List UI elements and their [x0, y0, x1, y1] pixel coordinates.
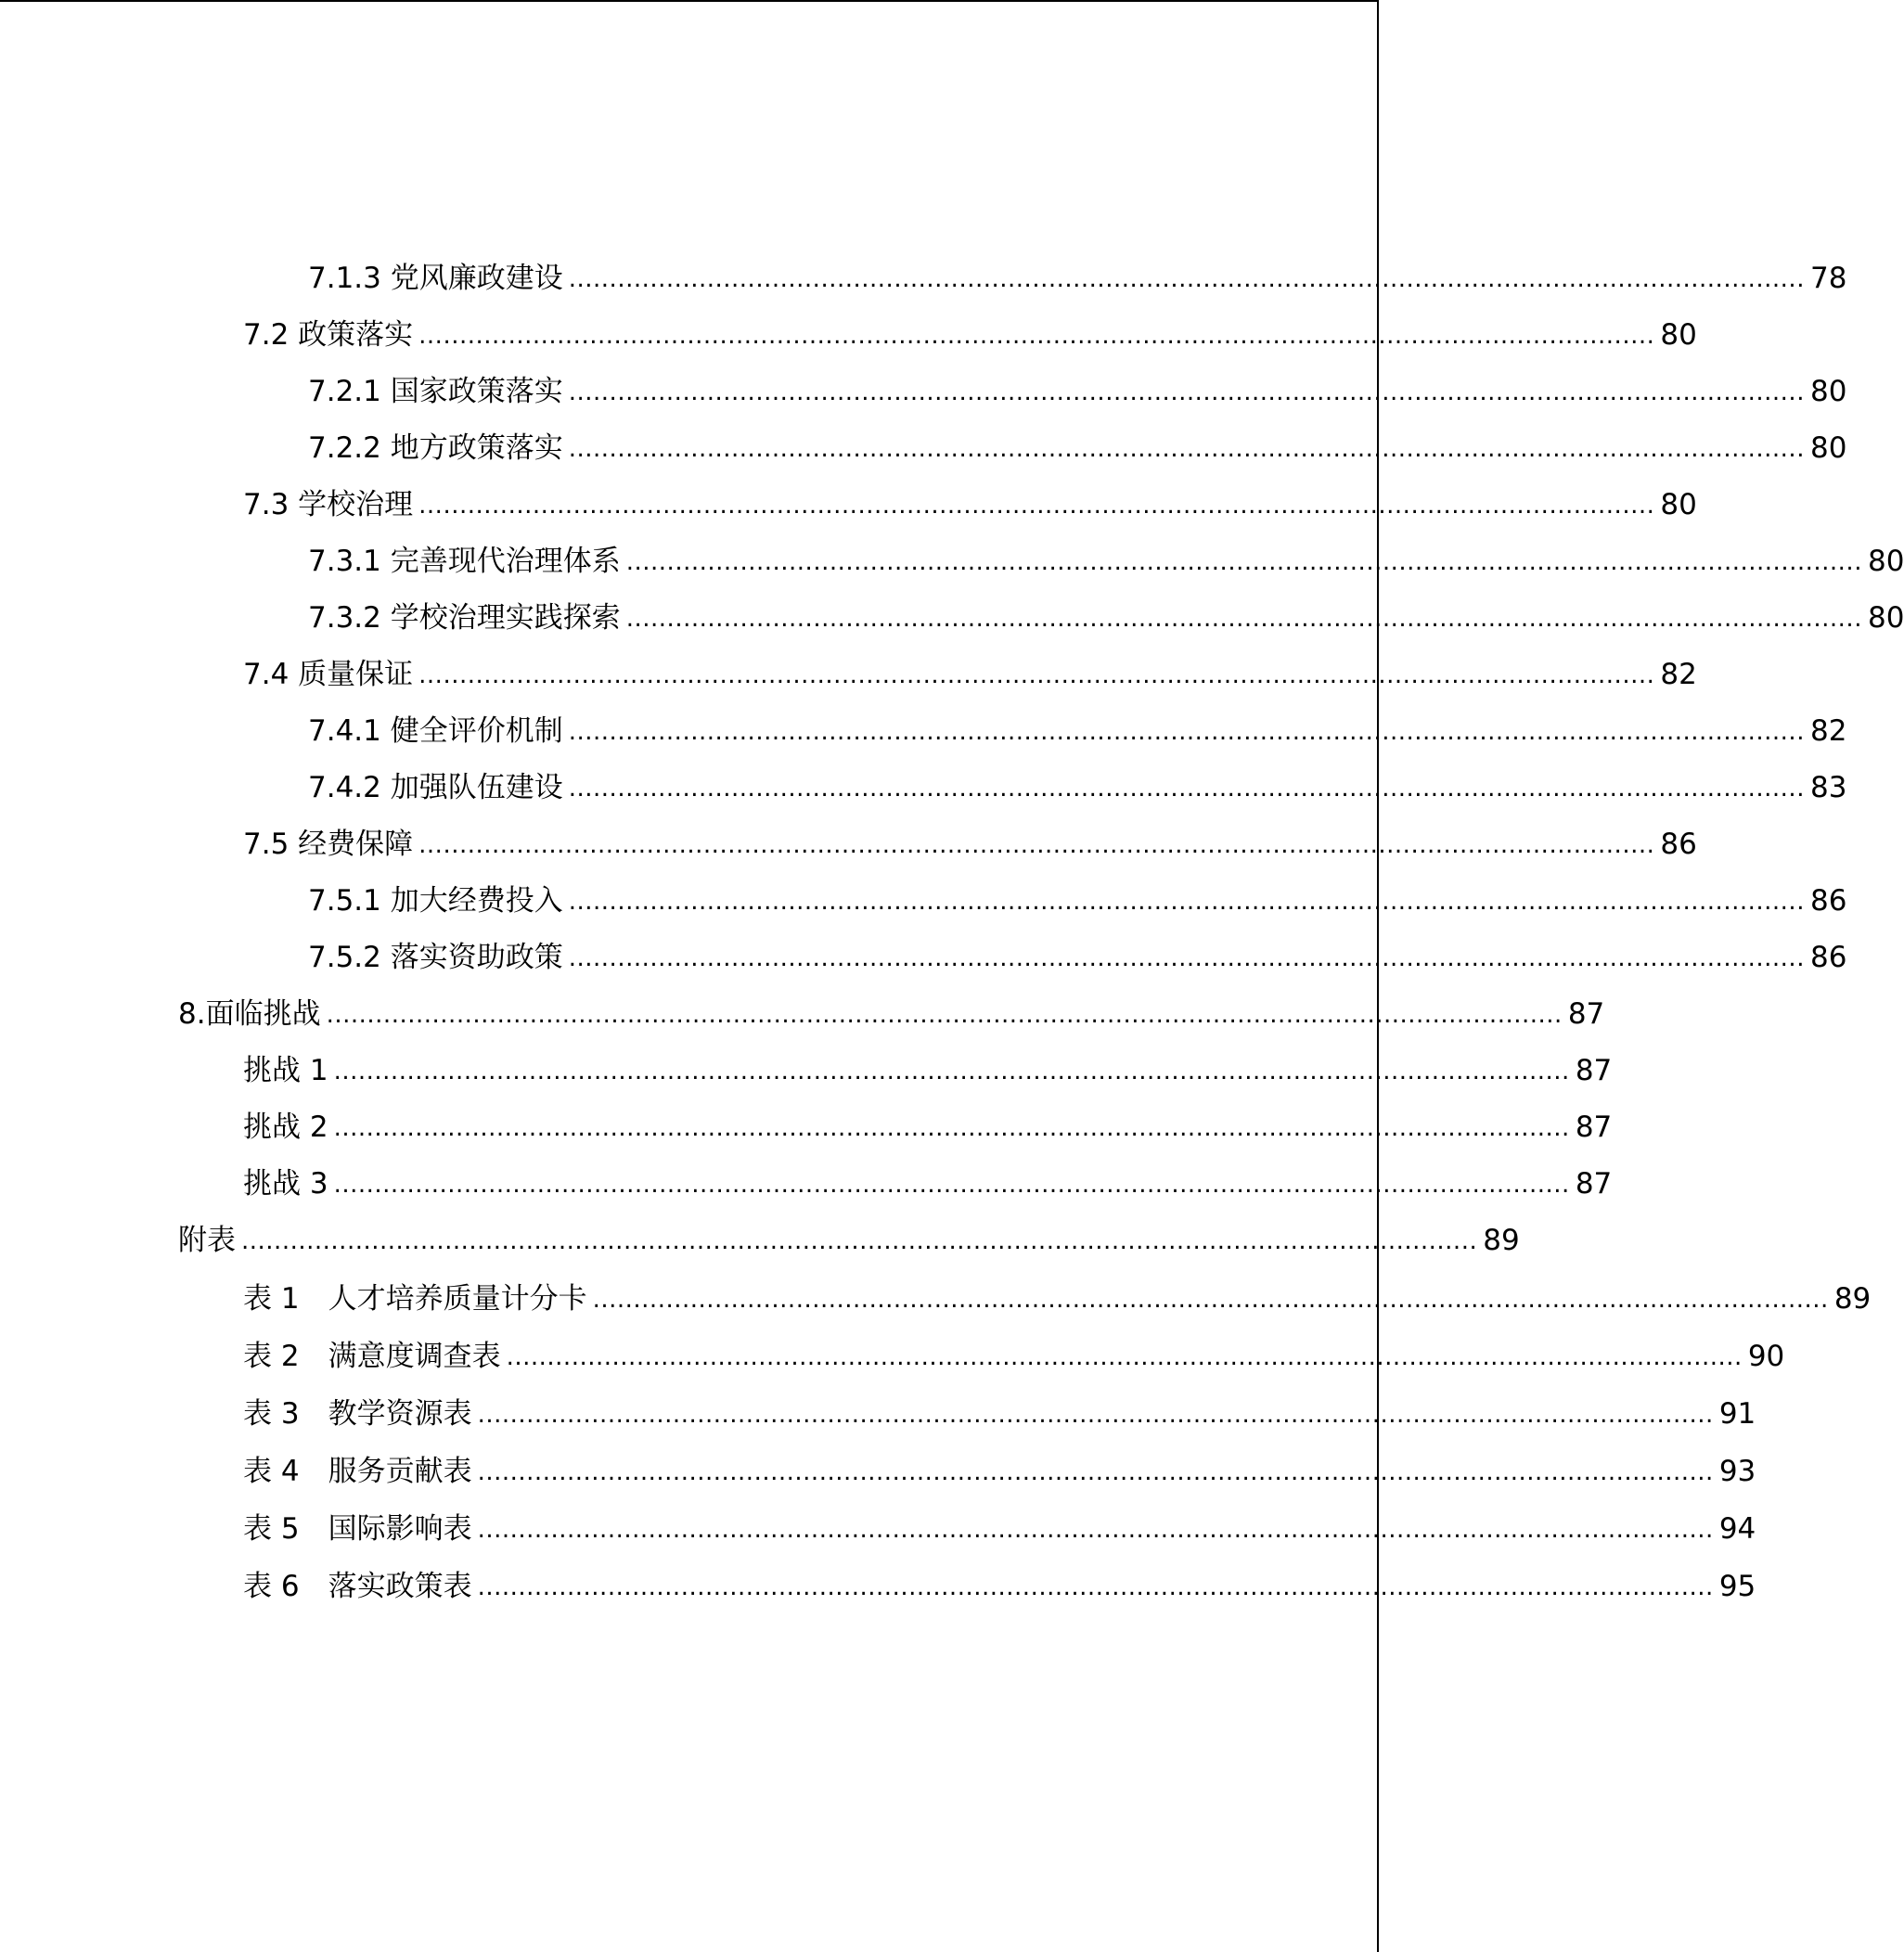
toc-entry-label: 7.3 学校治理: [243, 488, 414, 521]
toc-entry-label: 7.2 政策落实: [243, 318, 414, 352]
toc-entry[interactable]: [308, 930, 1847, 986]
toc-entry-page-number: 80: [1867, 545, 1904, 578]
toc-entry-page-number: 80: [1660, 488, 1697, 521]
toc-entry[interactable]: [308, 873, 1847, 930]
toc-entry-page-number: 80: [1809, 375, 1847, 408]
toc-dot-leader: ........................................................................................................................................................: [568, 944, 1805, 972]
toc-entry-label: 7.2.2 地方政策落实: [308, 431, 563, 465]
toc-dot-leader: ........................................................................................................................................................: [333, 1114, 1570, 1142]
toc-entry[interactable]: [243, 816, 1697, 873]
toc-entry[interactable]: [178, 1213, 1520, 1269]
toc-entry-label: 7.1.3 党风廉政建设: [308, 262, 563, 295]
toc-dot-leader: ........................................................................................................................................................: [625, 548, 1862, 576]
toc-entry[interactable]: [243, 1043, 1613, 1099]
toc-entry-page-number: 89: [1483, 1224, 1520, 1257]
toc-dot-leader: ........................................................................................................................................................: [418, 831, 1655, 859]
toc-entry-page-number: 87: [1575, 1111, 1613, 1144]
toc-entry-label: 表 3 教学资源表: [243, 1397, 472, 1431]
toc-entry[interactable]: [243, 1329, 1785, 1385]
toc-entry-label: 表 1 人才培养质量计分卡: [243, 1282, 587, 1316]
toc-entry-label: 8.面临挑战: [178, 997, 321, 1031]
toc-entry-label: 7.5 经费保障: [243, 828, 414, 861]
toc-dot-leader: ........................................................................................................................................................: [418, 322, 1655, 350]
toc-entry[interactable]: [308, 703, 1847, 760]
toc-entry[interactable]: [243, 1386, 1756, 1443]
toc-entry-page-number: 91: [1718, 1397, 1756, 1431]
toc-dot-leader: ........................................................................................................................................................: [477, 1516, 1714, 1544]
toc-entry[interactable]: [243, 1099, 1613, 1156]
toc-entry-page-number: 78: [1809, 262, 1847, 295]
toc-dot-leader: ........................................................................................................................................................: [326, 1001, 1563, 1029]
toc-entry-page-number: 86: [1660, 828, 1697, 861]
toc-entry-page-number: 80: [1660, 318, 1697, 352]
toc-dot-leader: ........................................................................................................................................................: [568, 265, 1805, 293]
toc-entry-page-number: 89: [1833, 1282, 1872, 1316]
toc-dot-leader: ........................................................................................................................................................: [418, 661, 1655, 689]
toc-entry-label: 表 6 落实政策表: [243, 1570, 472, 1603]
toc-entry-label: 7.4.1 健全评价机制: [308, 714, 563, 748]
toc-entry-page-number: 95: [1718, 1570, 1756, 1603]
toc-dot-leader: ........................................................................................................................................................: [333, 1171, 1570, 1199]
toc-entry[interactable]: [243, 477, 1697, 533]
toc-dot-leader: ........................................................................................................................................................: [506, 1343, 1743, 1371]
toc-entry-page-number: 80: [1809, 431, 1847, 465]
toc-entry-label: 7.4 质量保证: [243, 658, 414, 691]
toc-entry-label: 挑战 1: [243, 1054, 328, 1087]
toc-entry-label: 7.4.2 加强队伍建设: [308, 771, 563, 804]
toc-entry[interactable]: [308, 590, 1904, 647]
toc-entry[interactable]: [243, 1156, 1613, 1213]
toc-dot-leader: ........................................................................................................................................................: [333, 1058, 1570, 1085]
toc-entry[interactable]: [308, 250, 1847, 307]
toc-entry-label: 表 2 满意度调查表: [243, 1340, 501, 1373]
toc-entry-page-number: 82: [1660, 658, 1697, 691]
toc-entry-label: 7.3.1 完善现代治理体系: [308, 545, 621, 578]
toc-dot-leader: ........................................................................................................................................................: [592, 1286, 1829, 1314]
toc-entry-page-number: 86: [1809, 941, 1847, 974]
toc-entry-page-number: 87: [1575, 1054, 1613, 1087]
toc-dot-leader: ........................................................................................................................................................: [477, 1573, 1714, 1601]
toc-entry[interactable]: [243, 1271, 1872, 1328]
toc-entry-label: 7.3.2 学校治理实践探索: [308, 601, 621, 635]
toc-entry[interactable]: [243, 307, 1697, 364]
toc-entry[interactable]: [308, 533, 1904, 590]
toc-entry-page-number: 93: [1718, 1455, 1756, 1488]
toc-entry-label: 附表: [178, 1224, 236, 1257]
toc-entry[interactable]: [243, 1444, 1756, 1500]
toc-entry[interactable]: [178, 986, 1605, 1043]
toc-entry-label: 挑战 3: [243, 1167, 328, 1201]
toc-entry-page-number: 87: [1575, 1167, 1613, 1201]
toc-entry-page-number: 87: [1567, 997, 1605, 1031]
toc-entry-label: 7.5.1 加大经费投入: [308, 884, 563, 918]
toc-entry-label: 挑战 2: [243, 1111, 328, 1144]
toc-entry-page-number: 82: [1809, 714, 1847, 748]
toc-entry-label: 表 4 服务贡献表: [243, 1455, 472, 1488]
toc-dot-leader: ........................................................................................................................................................: [477, 1401, 1714, 1429]
toc-entry[interactable]: [308, 760, 1847, 816]
toc-entry-page-number: 83: [1809, 771, 1847, 804]
toc-entry-label: 7.2.1 国家政策落实: [308, 375, 563, 408]
toc-dot-leader: ........................................................................................................................................................: [568, 435, 1805, 463]
toc-dot-leader: ........................................................................................................................................................: [477, 1458, 1714, 1486]
toc-entry-page-number: 90: [1747, 1340, 1785, 1373]
toc-entry-label: 表 5 国际影响表: [243, 1512, 472, 1546]
toc-entry[interactable]: [243, 647, 1697, 703]
toc-dot-leader: ........................................................................................................................................................: [568, 888, 1805, 916]
toc-dot-leader: ........................................................................................................................................................: [241, 1227, 1478, 1255]
toc-dot-leader: ........................................................................................................................................................: [568, 775, 1805, 803]
toc-dot-leader: ........................................................................................................................................................: [568, 379, 1805, 406]
toc-entry-label: 7.5.2 落实资助政策: [308, 941, 563, 974]
toc-entry[interactable]: [308, 364, 1847, 420]
toc-dot-leader: ........................................................................................................................................................: [568, 718, 1805, 746]
toc-dot-leader: ........................................................................................................................................................: [625, 605, 1862, 633]
toc-entry[interactable]: [243, 1501, 1756, 1558]
toc-entry-page-number: 80: [1867, 601, 1904, 635]
toc-entry[interactable]: [243, 1559, 1756, 1615]
toc-entry[interactable]: [308, 420, 1847, 477]
toc-dot-leader: ........................................................................................................................................................: [418, 492, 1655, 520]
toc-entry-page-number: 86: [1809, 884, 1847, 918]
toc-entry-page-number: 94: [1718, 1512, 1756, 1546]
